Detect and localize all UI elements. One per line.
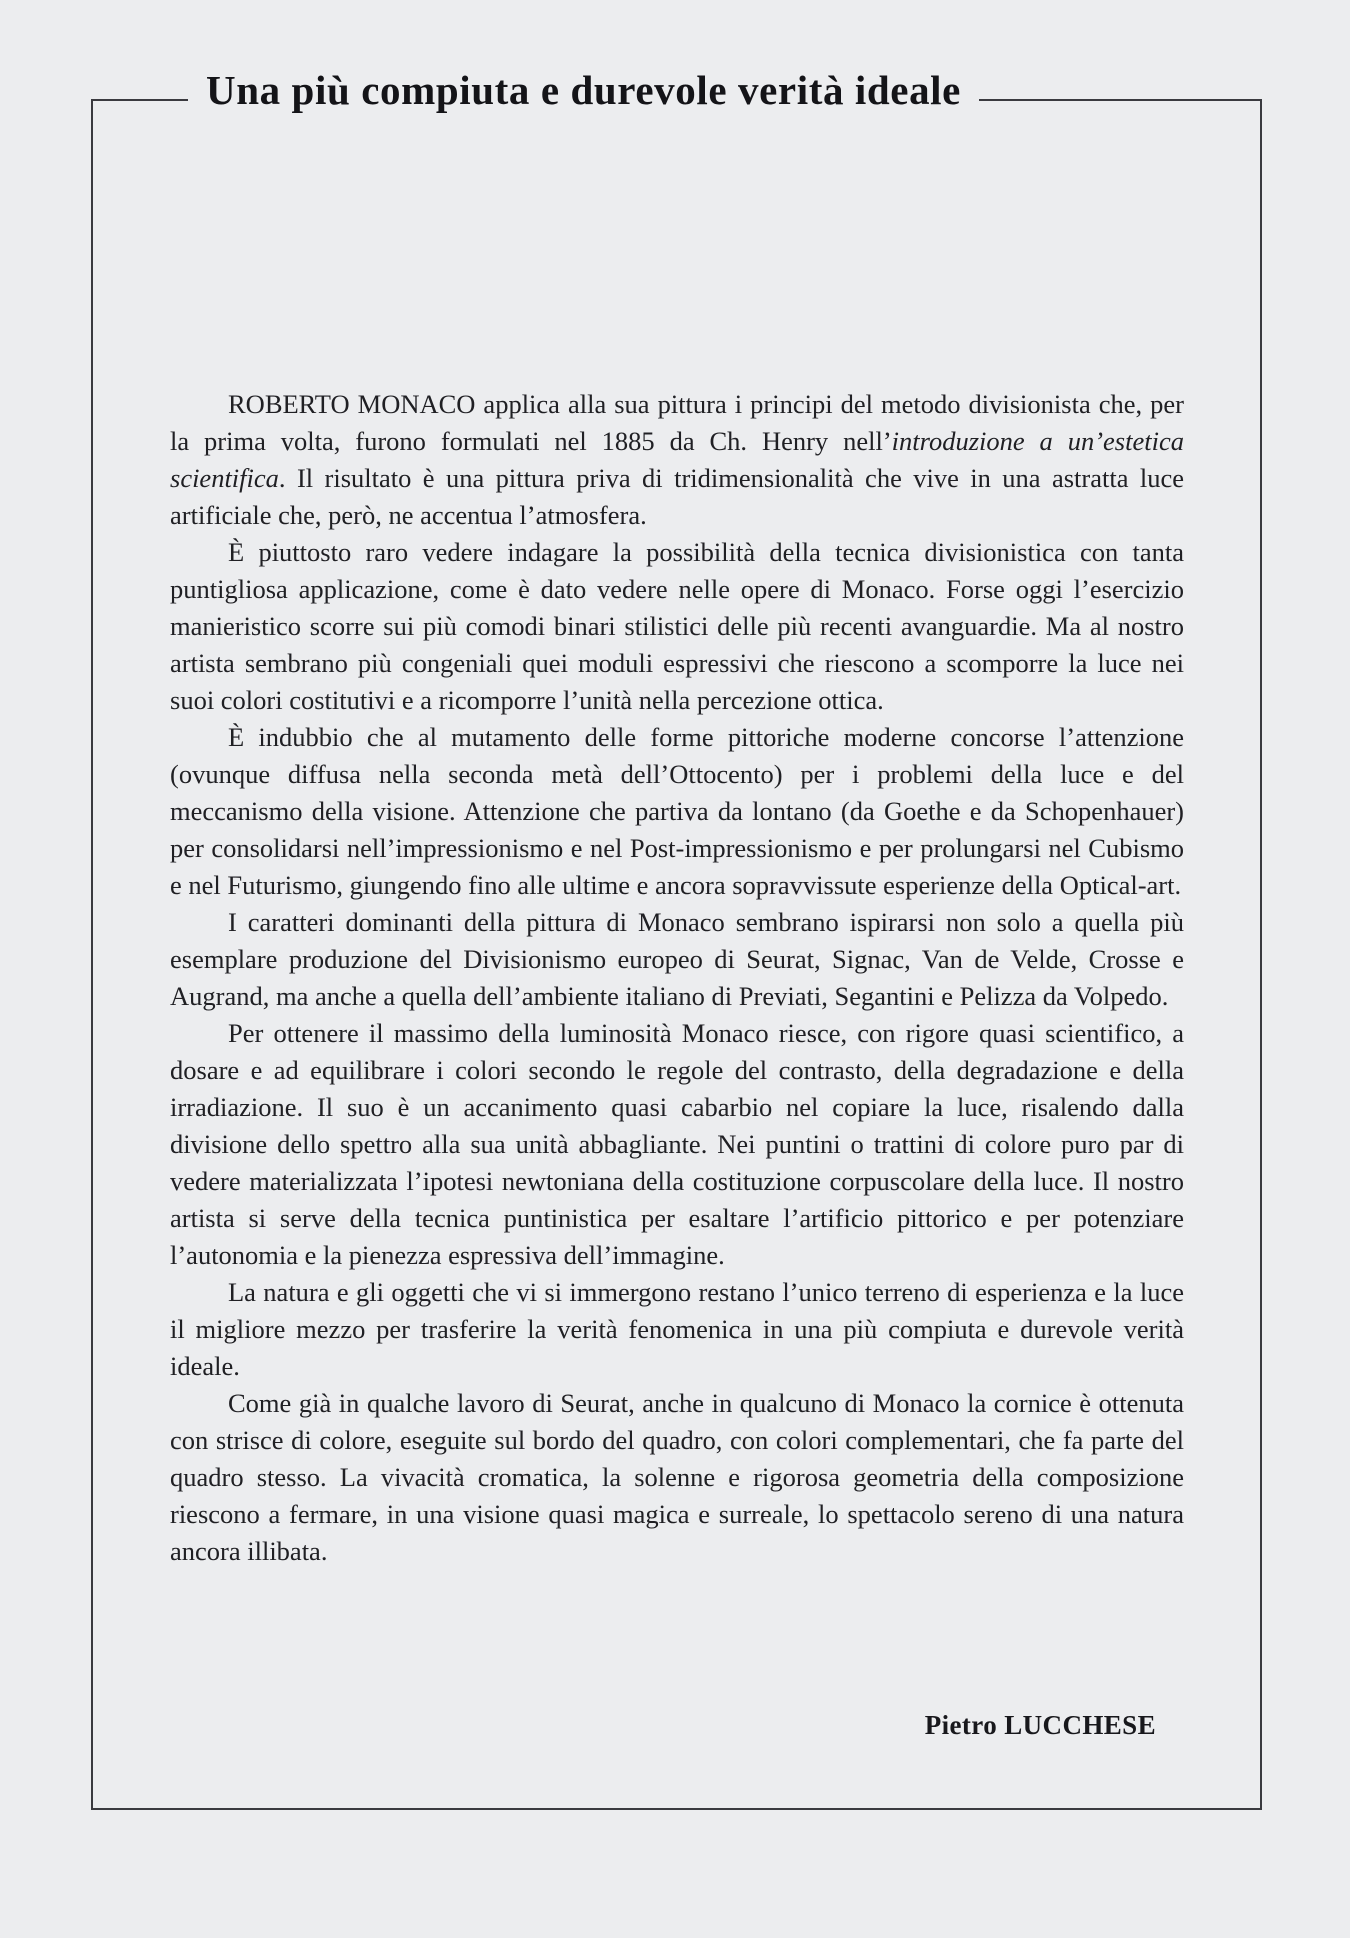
paragraph bbox=[170, 534, 1184, 719]
title-container bbox=[188, 66, 979, 114]
paragraph-text: Come già in qualche lavoro di Seurat, anche in qualcuno di Monaco la cornice è ottenuta con strisce di colore, eseguite sul bordo del quadro, con colori complementari, che fa parte del quadro stesso. La vivacità cromatica, la solenne e rigorosa geometria della composizione riescono a fermare, in una visione quasi magica e surreale, lo spettacolo sereno di una natura ancora illibata. bbox=[170, 1388, 1184, 1566]
document-title: Una più compiuta e durevole verità ideale bbox=[206, 67, 961, 113]
author-signature: Pietro LUCCHESE bbox=[924, 1710, 1156, 1740]
paragraph bbox=[170, 719, 1184, 904]
paragraph bbox=[170, 1385, 1184, 1570]
paragraph-text: È indubbio che al mutamento delle forme pittoriche moderne concorse l’attenzione (ovunque diffusa nella seconda metà dell’Ottocento) per i problemi della luce e del meccanismo della visione. Attenzione che partiva da lontano (da Goethe e da Schopenhauer) per consolidarsi nell’impressionismo e nel Post-impressionismo e per prolungarsi nel Cubismo e nel Futurismo, giungendo fino alle ultime e ancora sopravvissute esperienze della Optical-art. bbox=[170, 722, 1184, 900]
paragraph-text: Per ottenere il massimo della luminosità Monaco riesce, con rigore quasi scientifico, a dosare e ad equilibrare i colori secondo le regole del contrasto, della degradazione e della irradiazione. Il suo è un accanimento quasi cabarbio nel copiare la luce, risalendo dalla divisione dello spettro alla sua unità abbagliante. Nei puntini o trattini di colore puro par di vedere materializzata l’ipotesi newtoniana della costituzione corpuscolare della luce. Il nostro artista si serve della tecnica puntinistica per esaltare l’artificio pittorico e per potenziare l’autonomia e la pienezza espressiva dell’immagine. bbox=[170, 1018, 1184, 1270]
paragraph-text: I caratteri dominanti della pittura di Monaco sembrano ispirarsi non solo a quella più esemplare produzione del Divisionismo europeo di Seurat, Signac, Van de Velde, Crosse e Augrand, ma anche a quella dell’ambiente italiano di Previati, Segantini e Pelizza da Volpedo. bbox=[170, 907, 1184, 1011]
paragraph bbox=[170, 386, 1184, 534]
paragraph bbox=[170, 1274, 1184, 1385]
article-body bbox=[170, 386, 1184, 1570]
paragraph bbox=[170, 904, 1184, 1015]
paragraph-text: La natura e gli oggetti che vi si immergono restano l’unico terreno di esperienza e la luce il migliore mezzo per trasferire la verità fenomenica in una più compiuta e durevole verità ideale. bbox=[170, 1277, 1184, 1381]
paragraph bbox=[170, 1015, 1184, 1274]
paragraph-text: . Il risultato è una pittura priva di tridimensionalità che vive in una astratta luce artificiale che, però, ne accentua l’atmosfera. bbox=[170, 463, 1184, 530]
paragraph-text: È piuttosto raro vedere indagare la possibilità della tecnica divisionistica con tanta puntigliosa applicazione, come è dato vedere nelle opere di Monaco. Forse oggi l’esercizio manieristico scorre sui più comodi binari stilistici delle più recenti avanguardie. Ma al nostro artista sembrano più congeniali quei moduli espressivi che riescono a scomporre la luce nei suoi colori costitutivi e a ricomporre l’unità nella percezione ottica. bbox=[170, 537, 1184, 715]
italic-title-reference: introduzione a un’estetica scientifica bbox=[170, 426, 1184, 493]
paragraph-text: ROBERTO MONACO applica alla sua pittura i principi del metodo divisionista che, per la prima volta, furono formulati nel 1885 da Ch. Henry nell’ bbox=[170, 389, 1184, 456]
